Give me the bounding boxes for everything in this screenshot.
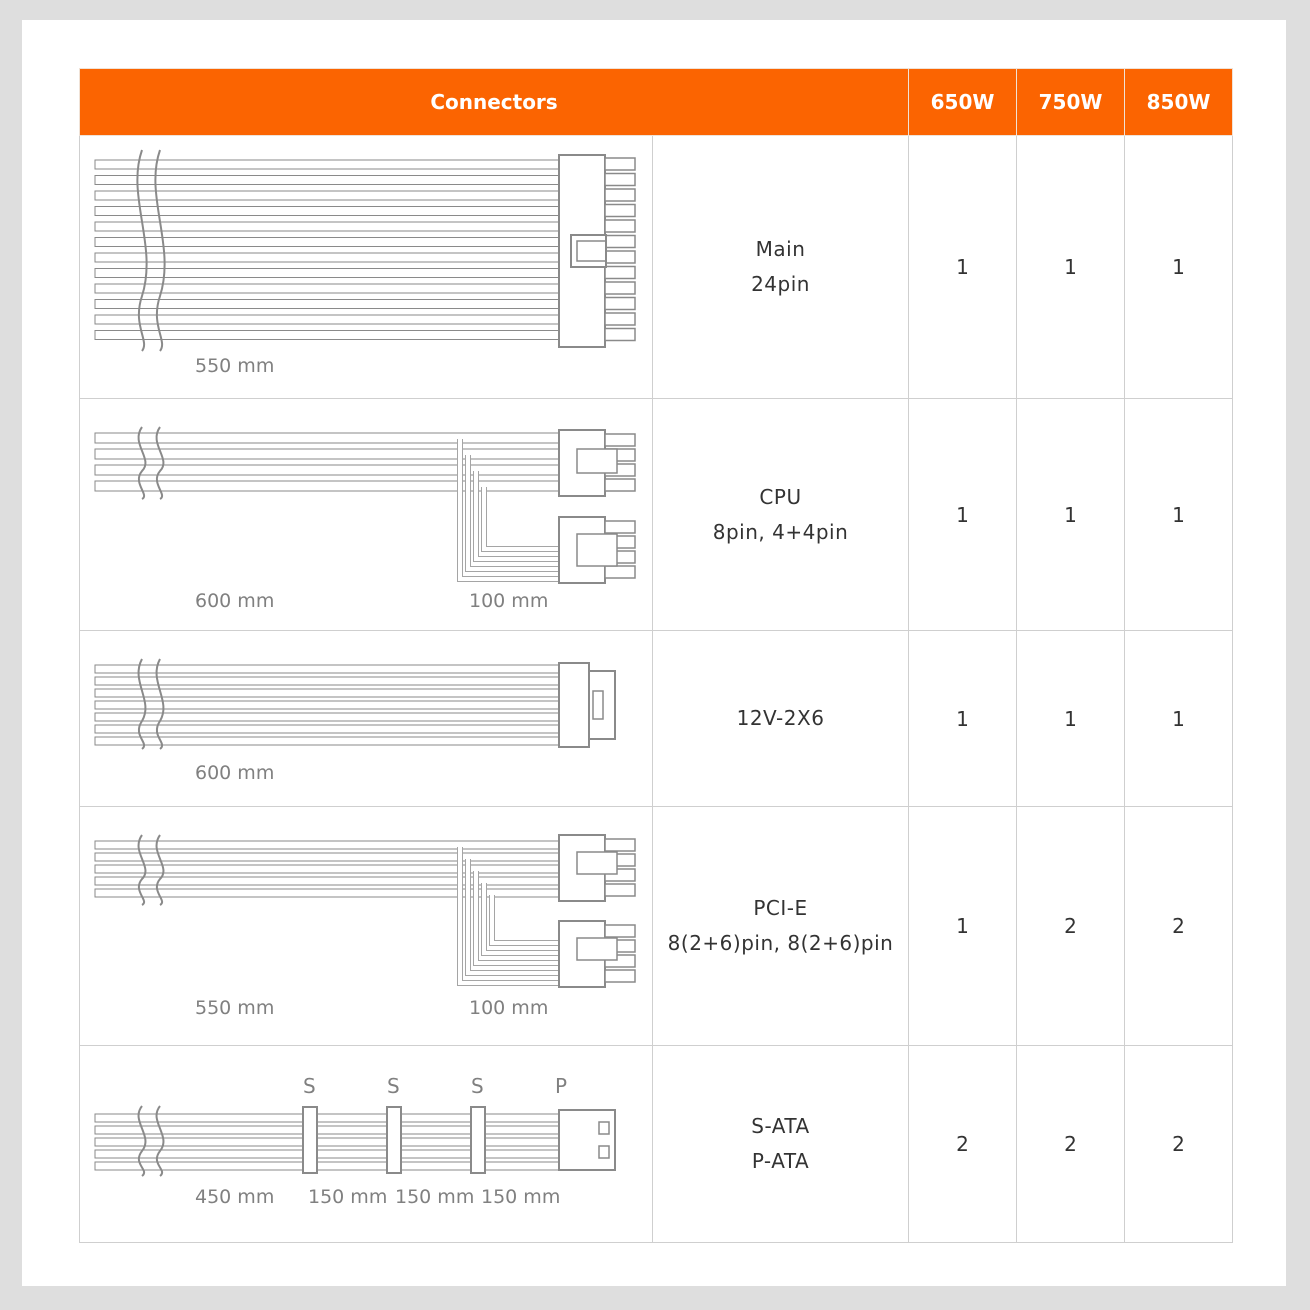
pin xyxy=(605,189,635,201)
model-header-750w: 750W xyxy=(1017,69,1125,136)
connector-type-label: S xyxy=(303,1074,316,1098)
qty-750w: 1 xyxy=(1017,631,1125,807)
wire xyxy=(95,222,560,231)
cable-length-label: 600 mm xyxy=(195,590,275,612)
connector-type-label: P xyxy=(555,1074,568,1098)
wire xyxy=(95,160,560,169)
connector-type-label: S xyxy=(471,1074,484,1098)
connector-name xyxy=(653,631,909,807)
table-row xyxy=(80,136,1233,399)
connector-table xyxy=(79,68,1233,1243)
main-24pin-cable-icon xyxy=(80,136,653,398)
qty-650w: 1 xyxy=(909,807,1017,1046)
segment-length-label: 150 mm xyxy=(308,1186,388,1208)
connector-name-line1: S-ATA xyxy=(751,1114,810,1138)
qty-850w: 2 xyxy=(1125,1046,1233,1243)
connector-name xyxy=(653,136,909,399)
qty-750w: 2 xyxy=(1017,1046,1125,1243)
wire xyxy=(95,284,560,293)
cable-illustration-cpu xyxy=(80,399,653,631)
wire xyxy=(95,331,560,340)
pin xyxy=(605,205,635,217)
wire xyxy=(95,176,560,185)
table-row xyxy=(80,399,1233,631)
segment-length-label: 150 mm xyxy=(481,1186,561,1208)
cpu-cable-icon xyxy=(80,399,653,630)
qty-750w: 1 xyxy=(1017,136,1125,399)
cable-illustration-pcie xyxy=(80,807,653,1046)
table-row xyxy=(80,1046,1233,1243)
qty-850w: 1 xyxy=(1125,631,1233,807)
wire xyxy=(95,191,560,200)
model-header-650w: 650W xyxy=(909,69,1017,136)
wire xyxy=(95,315,560,324)
pin xyxy=(605,298,635,310)
pin xyxy=(605,329,635,341)
12v-2x6-cable-icon xyxy=(80,631,653,806)
cable-illustration-sata xyxy=(80,1046,653,1243)
pcie-cable-icon xyxy=(80,807,653,1045)
table-row xyxy=(80,807,1233,1046)
table-row xyxy=(80,631,1233,807)
connector-name-line1: Main xyxy=(755,237,806,261)
wire xyxy=(95,300,560,309)
model-header-850w: 850W xyxy=(1125,69,1233,136)
pin xyxy=(605,282,635,294)
branch-length-label: 100 mm xyxy=(469,590,549,612)
connector-name-line1: PCI-E xyxy=(753,896,808,920)
branch-length-label: 100 mm xyxy=(469,997,549,1019)
cable-illustration-12v xyxy=(80,631,653,807)
cable-length-label: 600 mm xyxy=(195,762,275,784)
segment-length-label: 150 mm xyxy=(395,1186,475,1208)
pin xyxy=(605,220,635,232)
connector-name-line1: CPU xyxy=(759,484,802,509)
connector-name xyxy=(653,1046,909,1243)
table-header-row xyxy=(80,69,1233,136)
connector-name xyxy=(653,807,909,1046)
qty-750w: 2 xyxy=(1017,807,1125,1046)
connectors-header: Connectors xyxy=(80,69,909,136)
pin xyxy=(605,251,635,263)
pin xyxy=(605,267,635,279)
connector-name-line1: 12V-2X6 xyxy=(736,706,825,730)
connector-pins xyxy=(605,158,635,341)
connector-name-line2: 8(2+6)pin, 8(2+6)pin xyxy=(667,931,894,955)
qty-650w: 1 xyxy=(909,136,1017,399)
pin xyxy=(605,313,635,325)
connector-name-line2: 8pin, 4+4pin xyxy=(712,519,849,544)
wire xyxy=(95,207,560,216)
pin xyxy=(605,158,635,170)
connector-name-line2: P-ATA xyxy=(751,1149,810,1173)
qty-850w: 1 xyxy=(1125,399,1233,631)
qty-650w: 1 xyxy=(909,631,1017,807)
cable-illustration-main xyxy=(80,136,653,399)
qty-650w: 1 xyxy=(909,399,1017,631)
spec-card xyxy=(22,20,1286,1286)
cable-length-label: 450 mm xyxy=(195,1186,275,1208)
connector-type-label: S xyxy=(387,1074,400,1098)
connector-name-line2: 24pin xyxy=(751,272,810,296)
pin xyxy=(605,236,635,248)
qty-750w: 1 xyxy=(1017,399,1125,631)
pin xyxy=(605,174,635,186)
connector-name xyxy=(653,399,909,631)
qty-850w: 1 xyxy=(1125,136,1233,399)
wire xyxy=(95,238,560,247)
cable-length-label: 550 mm xyxy=(195,355,275,377)
qty-850w: 2 xyxy=(1125,807,1233,1046)
qty-650w: 2 xyxy=(909,1046,1017,1243)
cable-length-label: 550 mm xyxy=(195,997,275,1019)
sata-cable-icon xyxy=(80,1046,653,1242)
